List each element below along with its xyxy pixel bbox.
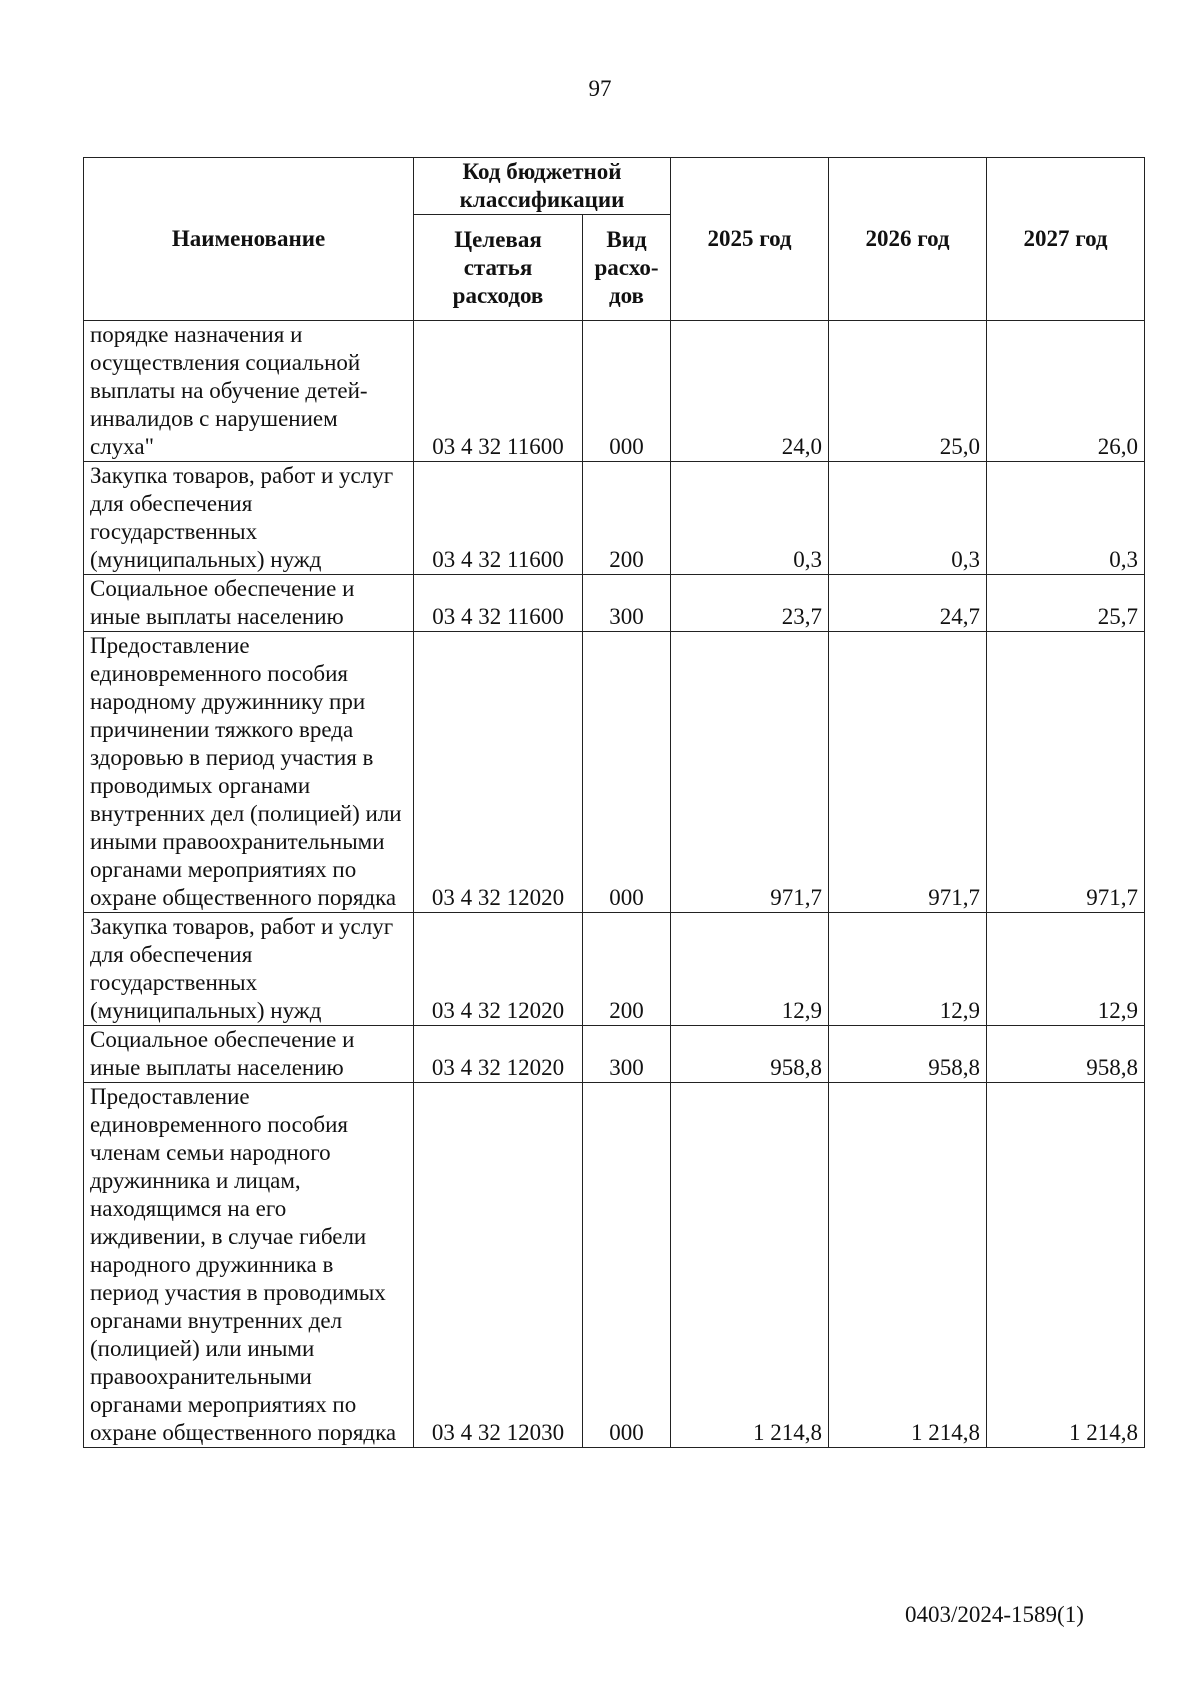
row-value-2025: 24,0 bbox=[671, 321, 829, 462]
row-value-2026: 24,7 bbox=[829, 575, 987, 632]
row-name: Предоставление единовременного пособия народному дружиннику при причинении тяжкого вреда здоровью в период участия в проводимых органами внутренних дел (полицией) или иными правоохранительными органами мероприятиях по охране общественного порядка bbox=[84, 632, 414, 913]
row-expense-kind: 300 bbox=[583, 1026, 671, 1083]
budget-table bbox=[83, 157, 1145, 1448]
header-year-2027: 2027 год bbox=[987, 158, 1145, 321]
row-name: Закупка товаров, работ и услуг для обеспечения государственных (муниципальных) нужд bbox=[84, 462, 414, 575]
row-value-2025: 971,7 bbox=[671, 632, 829, 913]
row-name: Социальное обеспечение и иные выплаты населению bbox=[84, 575, 414, 632]
row-value-2026: 971,7 bbox=[829, 632, 987, 913]
row-name: Закупка товаров, работ и услуг для обеспечения государственных (муниципальных) нужд bbox=[84, 913, 414, 1026]
row-expense-kind: 000 bbox=[583, 321, 671, 462]
row-target-code: 03 4 32 11600 bbox=[414, 462, 583, 575]
table-row bbox=[84, 321, 1145, 462]
row-target-code: 03 4 32 12030 bbox=[414, 1083, 583, 1448]
document-id: 0403/2024-1589(1) bbox=[905, 1602, 1084, 1627]
row-value-2025: 1 214,8 bbox=[671, 1083, 829, 1448]
row-value-2026: 25,0 bbox=[829, 321, 987, 462]
row-value-2026: 958,8 bbox=[829, 1026, 987, 1083]
table-row bbox=[84, 575, 1145, 632]
table-row bbox=[84, 462, 1145, 575]
row-name: порядке назначения и осуществления социальной выплаты на обучение детей-инвалидов с нарушением слуха" bbox=[84, 321, 414, 462]
row-value-2026: 12,9 bbox=[829, 913, 987, 1026]
table-row bbox=[84, 1083, 1145, 1448]
row-value-2025: 23,7 bbox=[671, 575, 829, 632]
header-year-2026: 2026 год bbox=[829, 158, 987, 321]
row-expense-kind: 200 bbox=[583, 462, 671, 575]
row-name: Социальное обеспечение и иные выплаты населению bbox=[84, 1026, 414, 1083]
row-target-code: 03 4 32 12020 bbox=[414, 913, 583, 1026]
row-value-2027: 26,0 bbox=[987, 321, 1145, 462]
row-value-2026: 0,3 bbox=[829, 462, 987, 575]
row-name: Предоставление единовременного пособия членам семьи народного дружинника и лицам, находящимся на его иждивении, в случае гибели народного дружинника в период участия в проводимых органами внутренних дел (полицией) или иными правоохранительными органами мероприятиях по охране общественного порядка bbox=[84, 1083, 414, 1448]
row-target-code: 03 4 32 11600 bbox=[414, 321, 583, 462]
header-code-group: Код бюджетной классификации bbox=[414, 158, 671, 215]
row-value-2027: 25,7 bbox=[987, 575, 1145, 632]
row-value-2027: 0,3 bbox=[987, 462, 1145, 575]
row-target-code: 03 4 32 12020 bbox=[414, 632, 583, 913]
row-value-2027: 1 214,8 bbox=[987, 1083, 1145, 1448]
row-value-2025: 958,8 bbox=[671, 1026, 829, 1083]
row-target-code: 03 4 32 12020 bbox=[414, 1026, 583, 1083]
row-value-2027: 12,9 bbox=[987, 913, 1145, 1026]
table-row bbox=[84, 632, 1145, 913]
row-value-2025: 12,9 bbox=[671, 913, 829, 1026]
header-year-2025: 2025 год bbox=[671, 158, 829, 321]
row-expense-kind: 000 bbox=[583, 632, 671, 913]
row-value-2026: 1 214,8 bbox=[829, 1083, 987, 1448]
row-expense-kind: 300 bbox=[583, 575, 671, 632]
header-name: Наименование bbox=[84, 158, 414, 321]
row-value-2027: 971,7 bbox=[987, 632, 1145, 913]
header-code-target: Целевая статья расходов bbox=[414, 215, 583, 321]
page-number: 97 bbox=[588, 76, 612, 101]
table-row bbox=[84, 1026, 1145, 1083]
header-code-kind: Вид расхо-дов bbox=[583, 215, 671, 321]
row-target-code: 03 4 32 11600 bbox=[414, 575, 583, 632]
table-row bbox=[84, 913, 1145, 1026]
row-value-2027: 958,8 bbox=[987, 1026, 1145, 1083]
row-value-2025: 0,3 bbox=[671, 462, 829, 575]
row-expense-kind: 000 bbox=[583, 1083, 671, 1448]
row-expense-kind: 200 bbox=[583, 913, 671, 1026]
